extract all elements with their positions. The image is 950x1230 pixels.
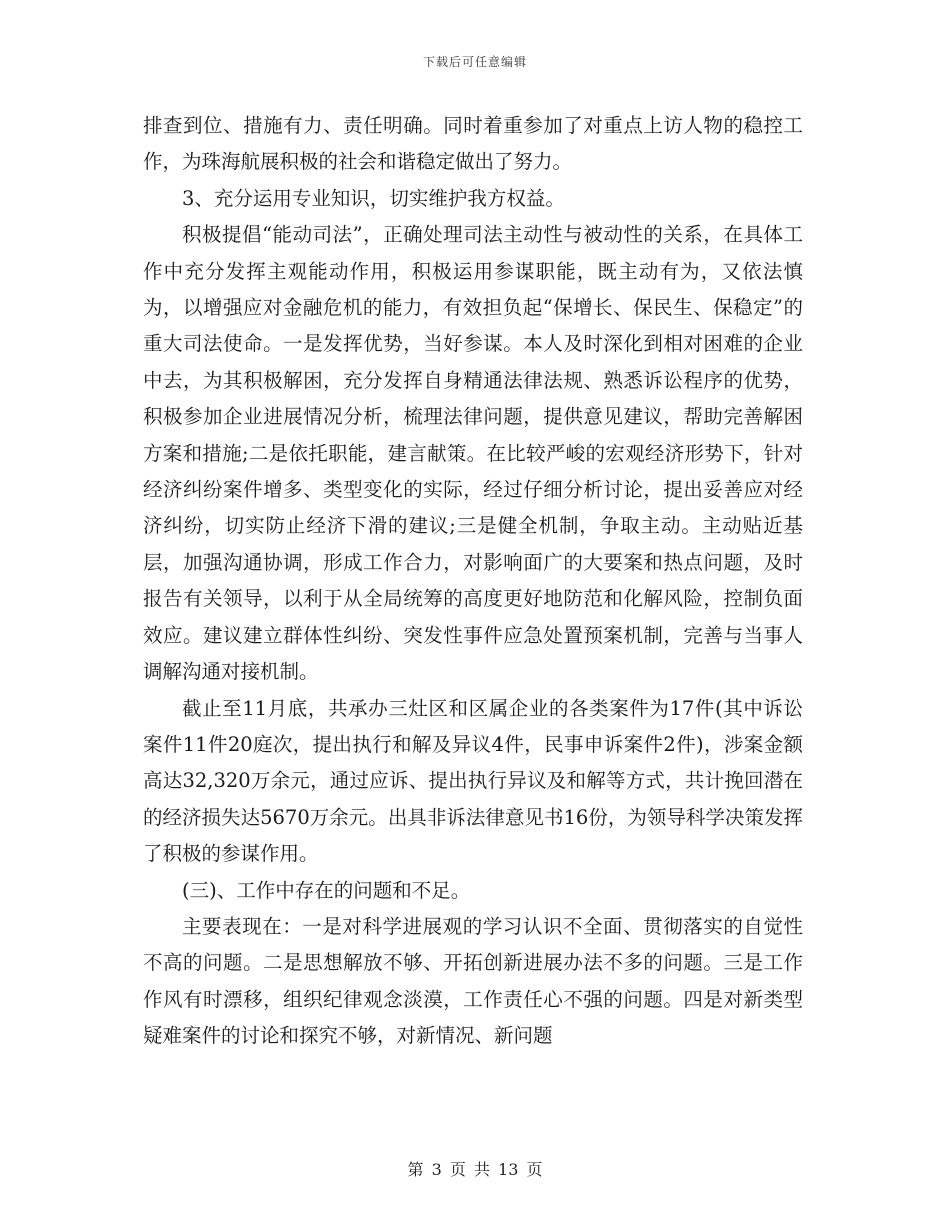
document-body: [143, 108, 803, 1055]
paragraph-problems: 主要表现在：一是对科学进展观的学习认识不全面、贯彻落实的自觉性不高的问题。二是思想解放不够、开拓创新进展办法不多的问题。三是工作作风有时漂移，组织纪律观念淡漠，工作责任心不强的问题。四是对新类型疑难案件的讨论和探究不够，对新情况、新问题: [143, 914, 803, 1048]
page-header-note: 下载后可任意编辑: [422, 55, 527, 69]
paragraph-active-justice: 积极提倡“能动司法”，正确处理司法主动性与被动性的关系，在具体工作中充分发挥主观能动作用，积极运用参谋职能，既主动有为，又依法慎为，以增强应对金融危机的能力，有效担负起“保增长、保民生、保稳定”的重大司法使命。一是发挥优势，当好参谋。本人及时深化到相对困难的企业中去，为其积极解困，充分发挥自身精通法律法规、熟悉诉讼程序的优势，积极参加企业进展情况分析，梳理法律问题，提供意见建议，帮助完善解困方案和措施;二是依托职能，建言献策。在比较严峻的宏观经济形势下，针对经济纠纷案件增多、类型变化的实际，经过仔细分析讨论，提出妥善应对经济纠纷，切实防止经济下滑的建议;三是健全机制，争取主动。主动贴近基层，加强沟通协调，形成工作合力，对影响面广的大要案和热点问题，及时报告有关领导，以利于从全局统筹的高度更好地防范和化解风险，控制负面效应。建议建立群体性纠纷、突发性事件应急处置预案机制，完善与当事人调解沟通对接机制。: [143, 223, 803, 684]
paragraph-heading-3: 3、充分运用专业知识，切实维护我方权益。: [182, 186, 565, 210]
paragraph-continuation: 排查到位、措施有力、责任明确。同时着重参加了对重点上访人物的稳控工作，为珠海航展积极的社会和谐稳定做出了努力。: [143, 114, 803, 174]
paragraph-case-statistics: 截止至11月底，共承办三灶区和区属企业的各类案件为17件(其中诉讼案件11件20庭次，提出执行和解及异议4件，民事申诉案件2件)，涉案金额高达32,320万余元，通过应诉、提出执行异议及和解等方式，共计挽回潜在的经济损失达5670万余元。出具非诉法律意见书16份，为领导科学决策发挥了积极的参谋作用。: [143, 696, 803, 866]
paragraph-section-3-heading: (三)、工作中存在的问题和不足。: [182, 878, 471, 902]
page-number-footer: 第 3 页 共 13 页: [407, 1160, 543, 1179]
